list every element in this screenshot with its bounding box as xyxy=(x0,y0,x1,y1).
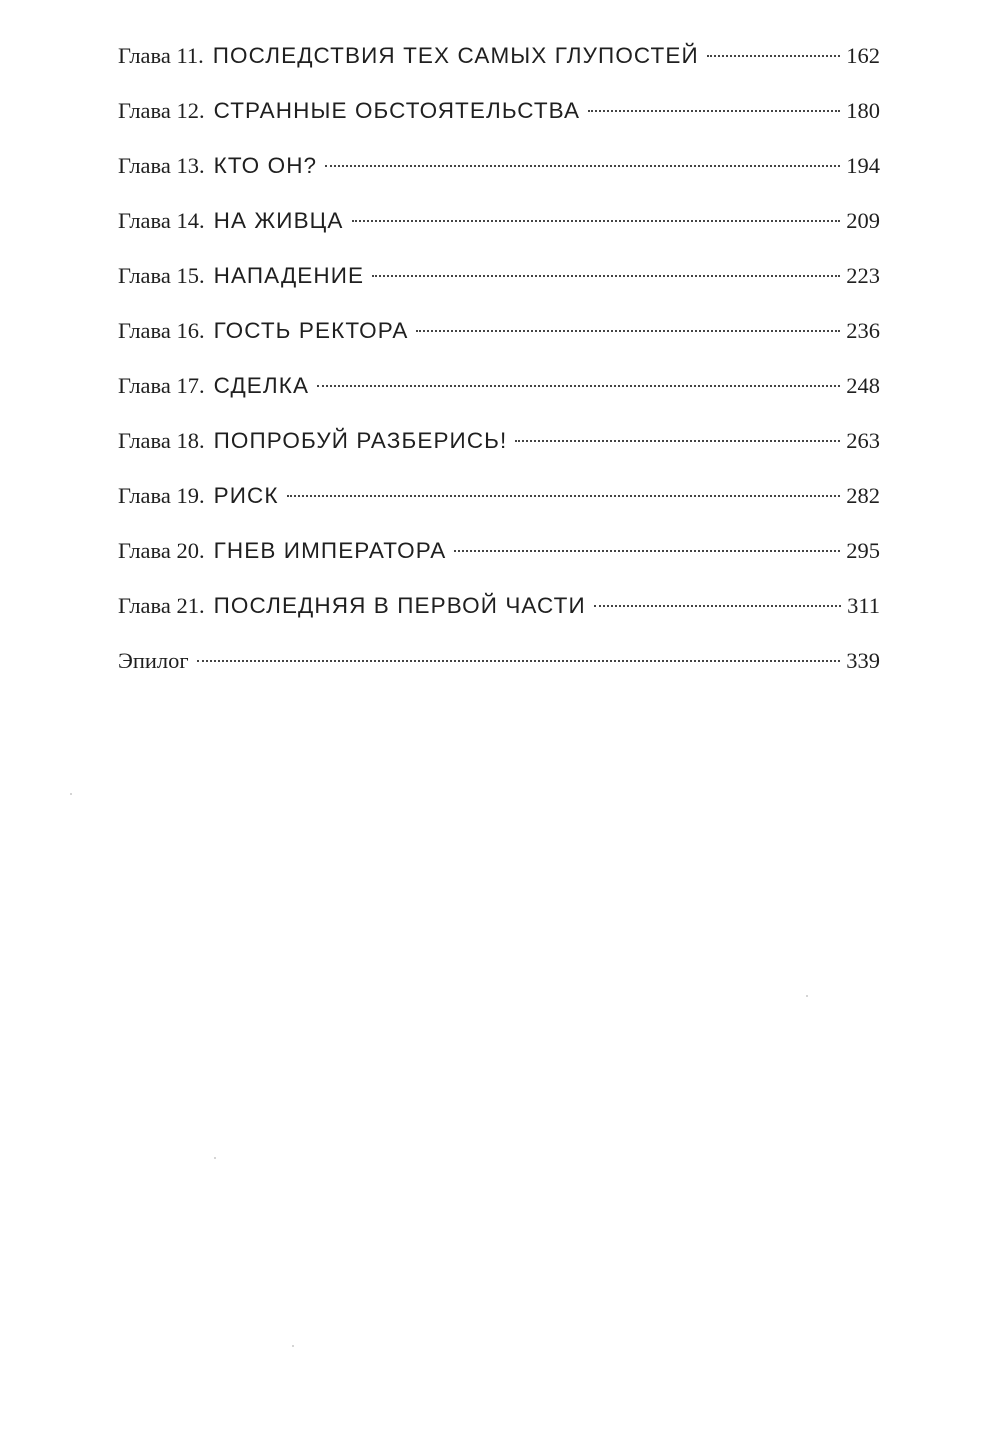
chapter-title: ГОСТЬ РЕКТОРА xyxy=(213,318,409,343)
toc-entry-chapter-12 xyxy=(118,89,880,144)
chapter-title: СТРАННЫЕ ОБСТОЯТЕЛЬСТВА xyxy=(213,98,581,123)
chapter-number: Глава 14. xyxy=(118,208,205,233)
page-number: 209 xyxy=(846,208,880,233)
chapter-title: ПОСЛЕДНЯЯ В ПЕРВОЙ ЧАСТИ xyxy=(213,593,586,618)
chapter-title: СДЕЛКА xyxy=(213,373,310,398)
chapter-title: ПОПРОБУЙ РАЗБЕРИСЬ! xyxy=(213,428,508,453)
table-of-contents xyxy=(118,34,880,694)
page-number: 194 xyxy=(846,153,880,178)
toc-entry-epilogue xyxy=(118,639,880,694)
dot-leader xyxy=(352,220,841,222)
page-number: 295 xyxy=(846,538,880,563)
toc-entry-chapter-13 xyxy=(118,144,880,199)
dot-leader xyxy=(416,330,840,332)
chapter-number: Глава 12. xyxy=(118,98,205,123)
dot-leader xyxy=(372,275,840,277)
page-number: 339 xyxy=(846,648,880,673)
paper-speck xyxy=(70,793,72,795)
chapter-title: РИСК xyxy=(213,483,279,508)
dot-leader xyxy=(325,165,840,167)
paper-speck xyxy=(292,1345,294,1347)
page-number: 162 xyxy=(846,43,880,68)
dot-leader xyxy=(515,440,840,442)
page-number: 263 xyxy=(846,428,880,453)
toc-entry-chapter-15 xyxy=(118,254,880,309)
toc-entry-chapter-18 xyxy=(118,419,880,474)
dot-leader xyxy=(197,660,841,662)
dot-leader xyxy=(317,385,840,387)
chapter-number: Глава 20. xyxy=(118,538,205,563)
epilogue-label: Эпилог xyxy=(118,648,189,673)
dot-leader xyxy=(287,495,841,497)
toc-entry-chapter-14 xyxy=(118,199,880,254)
page-number: 180 xyxy=(846,98,880,123)
chapter-title: ПОСЛЕДСТВИЯ ТЕХ САМЫХ ГЛУПОСТЕЙ xyxy=(212,43,699,68)
page-number: 282 xyxy=(846,483,880,508)
dot-leader xyxy=(707,55,841,57)
paper-speck xyxy=(806,995,808,997)
chapter-number: Глава 21. xyxy=(118,593,205,618)
page-number: 236 xyxy=(846,318,880,343)
chapter-title: НАПАДЕНИЕ xyxy=(213,263,365,288)
page-number: 248 xyxy=(846,373,880,398)
toc-entry-chapter-19 xyxy=(118,474,880,529)
chapter-number: Глава 16. xyxy=(118,318,205,343)
toc-entry-chapter-17 xyxy=(118,364,880,419)
chapter-title: КТО ОН? xyxy=(213,153,318,178)
toc-entry-chapter-16 xyxy=(118,309,880,364)
chapter-number: Глава 19. xyxy=(118,483,205,508)
chapter-number: Глава 17. xyxy=(118,373,205,398)
chapter-number: Глава 18. xyxy=(118,428,205,453)
dot-leader xyxy=(594,605,841,607)
chapter-number: Глава 13. xyxy=(118,153,205,178)
chapter-title: НА ЖИВЦА xyxy=(213,208,344,233)
toc-entry-chapter-11 xyxy=(118,34,880,89)
chapter-number: Глава 15. xyxy=(118,263,205,288)
page-number: 311 xyxy=(847,593,880,618)
chapter-number: Глава 11. xyxy=(118,43,204,68)
paper-speck xyxy=(214,1157,216,1159)
dot-leader xyxy=(454,550,840,552)
toc-entry-chapter-21 xyxy=(118,584,880,639)
toc-entry-chapter-20 xyxy=(118,529,880,584)
chapter-title: ГНЕВ ИМПЕРАТОРА xyxy=(213,538,447,563)
page-number: 223 xyxy=(846,263,880,288)
dot-leader xyxy=(588,110,840,112)
